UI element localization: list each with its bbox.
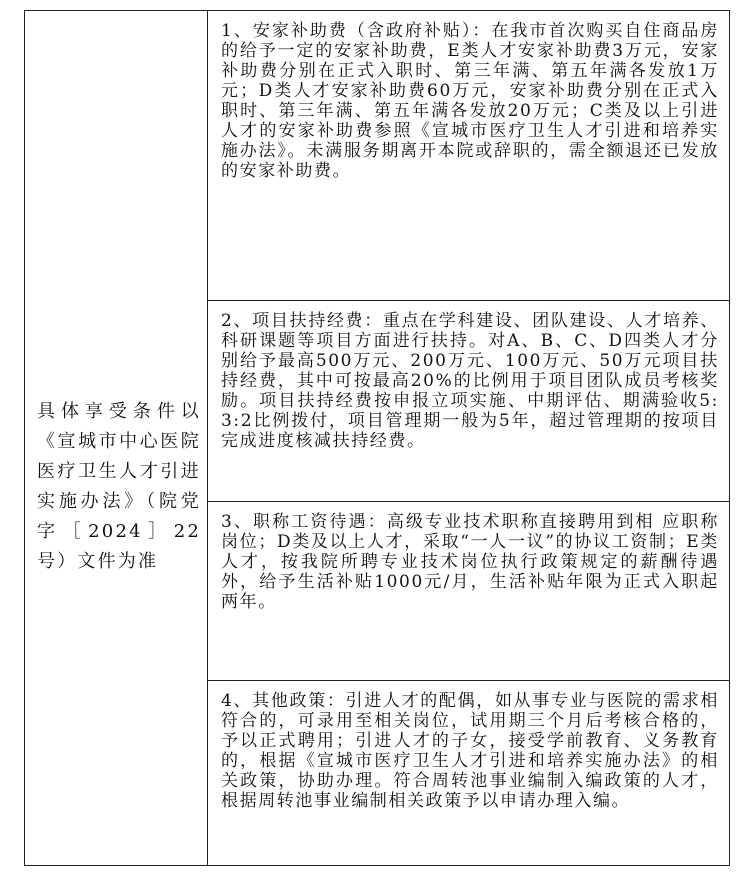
policy-cell-housing-subsidy — [207, 10, 730, 301]
policy-cell-other — [207, 680, 730, 866]
conditions-text: 具体享受条件以《宣城市中心医院医疗卫生人才引进实施办法》（院党字［2024］22号）文件为准 — [37, 401, 201, 572]
policy-cell-salary — [207, 501, 730, 681]
housing-subsidy-text: 1、安家补助费（含政府补贴）：在我市首次购买自住商品房的给予一定的安家补助费，E类人才安家补助费3万元，安家补助费分别在正式入职时、第三年满、第五年满各发放1万元；D类人才安家补助费60万元，安家补助费分别在正式入职时、第三年满、第五年满各发放20万元；C类及以上引进人才的安家补助费参照《宣城市医疗卫生人才引进和培养实施办法》。未满服务期离开本院或辞职的，需全额退还已发放的安家补助费。 — [221, 21, 719, 181]
policy-cell-project-funding — [207, 300, 730, 502]
salary-text: 3、职称工资待遇：高级专业技术职称直接聘用到相 应职称岗位；D类及以上人才，采取“一人一议”的协议工资制；E类人才，按我院所聘专业技术岗位执行政策规定的薪酬待遇外，给予生活补贴1000元/月，生活补贴年限为正式入职起两年。 — [221, 512, 719, 612]
other-policy-text: 4、其他政策：引进人才的配偶，如从事专业与医院的需求相符合的，可录用至相关岗位，试用期三个月后考核合格的，予以正式聘用；引进人才的子女，接受学前教育、义务教育的，根据《宣城市医疗卫生人才引进和培养实施办法》的相关政策，协助办理。符合周转池事业编制入编政策的人才，根据周转池事业编制相关政策予以申请办理入编。 — [221, 691, 719, 811]
conditions-cell — [24, 10, 208, 866]
project-funding-text: 2、项目扶持经费：重点在学科建设、团队建设、人才培养、科研课题等项目方面进行扶持。对A、B、C、D四类人才分别给予最高500万元、200万元、100万元、50万元项目扶持经费，其中可按最高20%的比例用于项目团队成员考核奖励。项目扶持经费按申报立项实施、中期评估、期满验收5:3:2比例拨付，项目管理期一般为5年，超过管理期的按项目完成进度核减扶持经费。 — [221, 311, 719, 451]
